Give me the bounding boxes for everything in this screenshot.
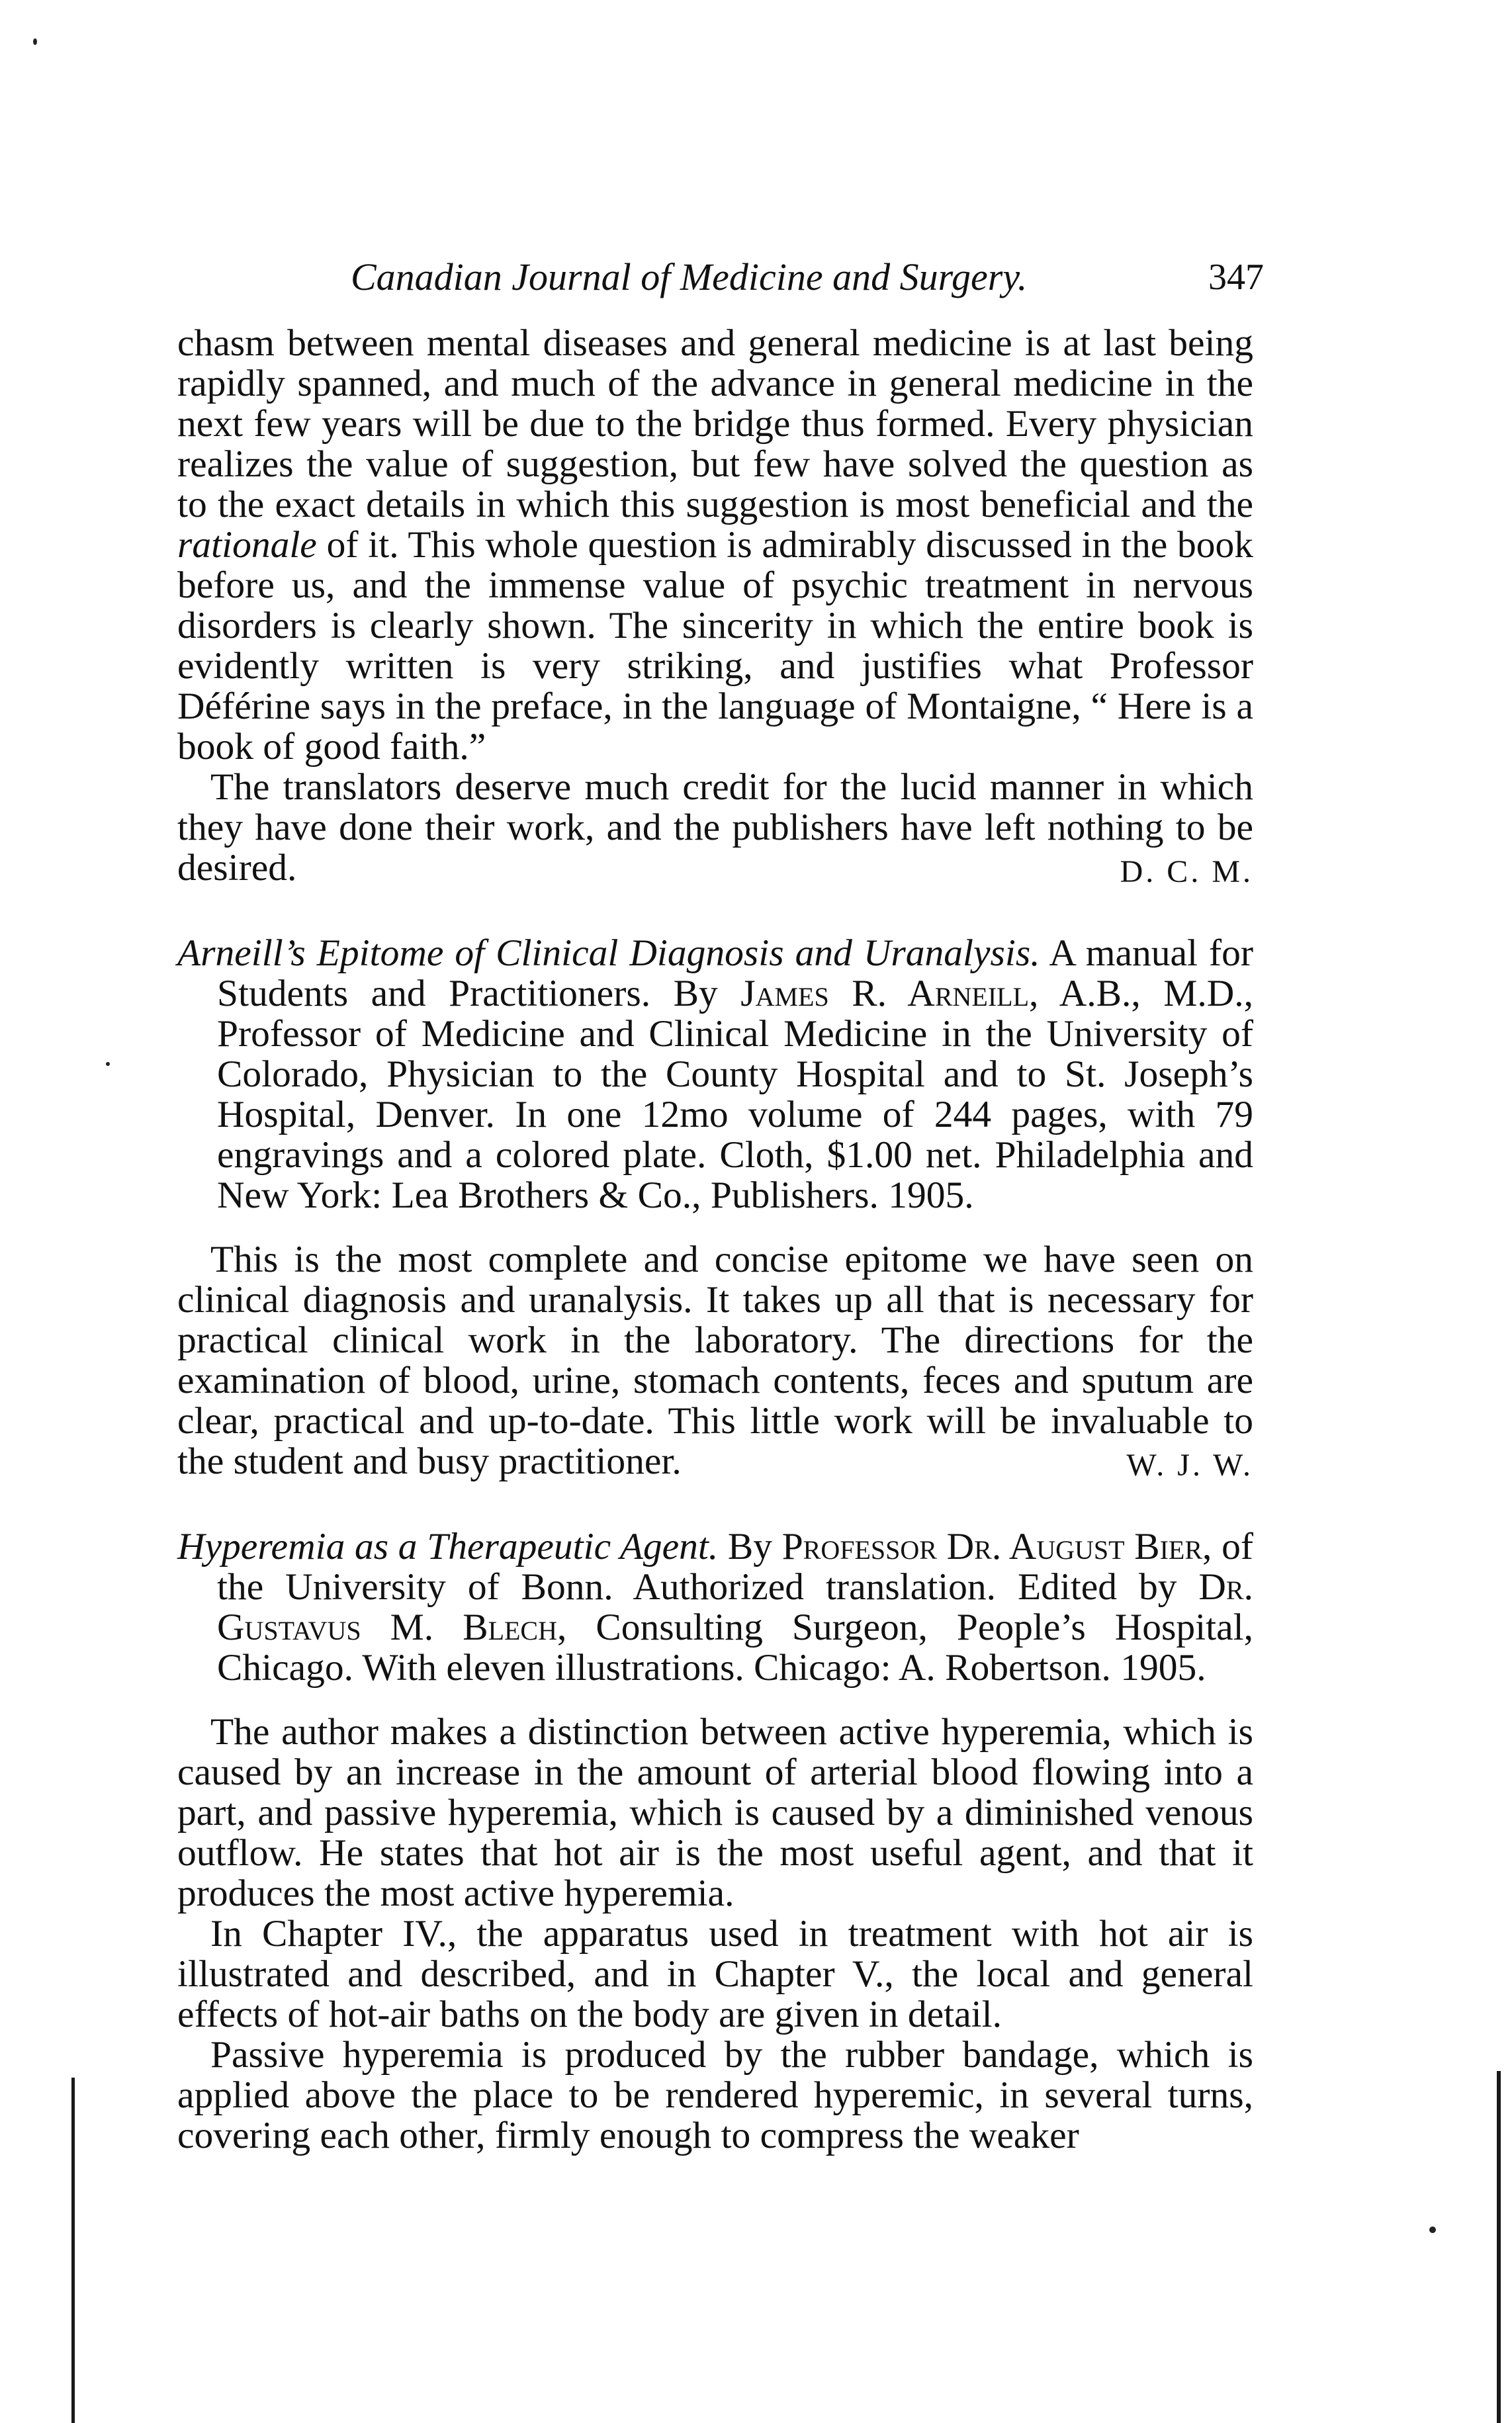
editor-name: Dr. Gustavus M. Blech, [217,1566,1253,1648]
review-bier [177,1526,1253,2156]
book-citation: Hyperemia as a Therapeutic Agent. By Professor Dr. August Bier, of the University of Bonn. Authorized translation. Edited by Dr. Gustavus M. Blech, Consulting Surgeon, People’s Hospital, Chicago. With eleven illustrations. Chicago: A. Robertson. 1905. [177,1526,1253,1689]
page-header [179,255,1264,308]
book-citation: Arneill’s Epitome of Clinical Diagnosis and Uranalysis. A manual for Students and Practitioners. By James R. Arneill, A.B., M.D., Professor of Medicine and Clinical Medicine in the University of Colorado, Physician to the County Hospital and to St. Joseph’s Hospital, Denver. In one 12mo volume of 244 pages, with 79 engravings and a colored plate. Cloth, $1.00 net. Philadelphia and New York: Lea Brothers & Co., Publishers. 1905. [177,932,1254,1216]
continued-paragraph: chasm between mental diseases and general medicine is at last being rapidly spanned, and much of the advance in general medicine in the next few years will be due to the bridge thus formed. Every physician realizes the value of suggestion, but few have solved the question as to the exact details in which this suggestion is most beneficial and the rationale of it. This whole question is admirably discussed in the book before us, and the immense value of psychic treatment in nervous disorders is clearly shown. The sincerity in which the entire book is evidently written is very striking, and justifies what Professor Déférine says in the preface, in the language of Montaigne, “ Here is a book of good faith.” [177,322,1253,768]
review-paragraph: In Chapter IV., the apparatus used in treatment with hot air is illustrated and described, and in Chapter V., the local and general effects of hot-air baths on the body are given in detail. [177,1913,1253,2035]
review-paragraph: This is the most complete and concise epitome we have seen on clinical diagnosis and uranalysis. It takes up all that is necessary for practical clinical work in the laboratory. The directions for the examination of blood, urine, stomach contents, feces and sputum are clear, practical and up-to-date. This little work will be invaluable to the student and busy practitioner. W. J. W. [177,1239,1253,1481]
left-margin-rule [71,2078,75,2423]
scan-speck [33,38,37,45]
reviewer-initials: D. C. M. [1120,854,1253,889]
body-text [177,323,1253,2156]
reviewer-initials: W. J. W. [1126,1448,1253,1483]
book-title: Hyperemia as a Therapeutic Agent. [177,1526,719,1567]
right-margin-rule [1497,2071,1501,2423]
author-name: Professor Dr. August Bier, [781,1526,1212,1567]
book-title: Arneill’s Epitome of Clinical Diagnosis and Uranalysis. [177,932,1040,974]
review-paragraph: Passive hyperemia is produced by the rubber bandage, which is applied above the place to be rendered hyperemic, in several turns, covering each other, firmly enough to compress the weaker [177,2034,1253,2156]
italic-term: rationale [177,524,317,566]
author-name: James R. Arneill, [740,973,1039,1014]
scan-speck [1429,2226,1436,2233]
scan-speck [106,1062,110,1066]
review-paragraph: The author makes a distinction between active hyperemia, which is caused by an increase in the amount of arterial blood flowing into a part, and passive hyperemia, which is caused by a diminished venous outflow. He states that hot air is the most useful agent, and that it produces the most active hyperemia. [177,1711,1253,1914]
review-arneill [177,933,1253,1485]
continued-review [177,323,1253,892]
page-number: 347 [1208,257,1264,298]
running-title: Canadian Journal of Medicine and Surgery. [351,255,1028,298]
continued-paragraph-2: The translators deserve much credit for the lucid manner in which they have done their work, and the publishers have left nothing to be desired. D. C. M. [177,767,1253,888]
